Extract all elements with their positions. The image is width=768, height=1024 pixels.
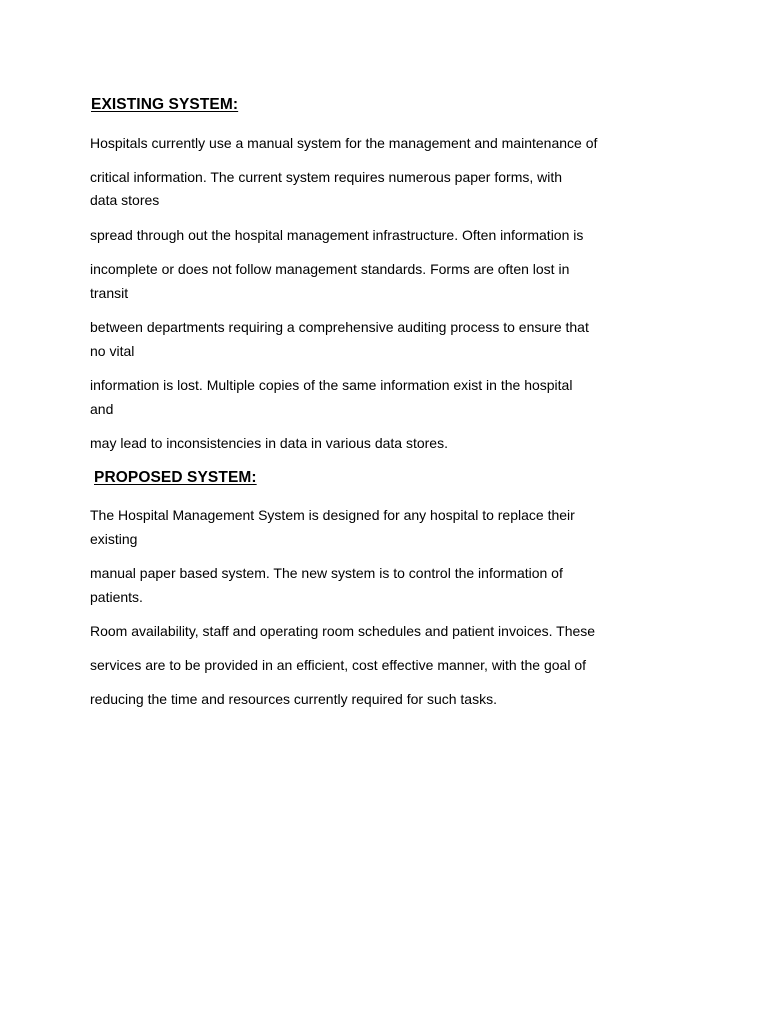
- existing-line-3: data stores: [90, 192, 160, 208]
- proposed-line-2: existing: [90, 531, 138, 547]
- proposed-line-7: reducing the time and resources currently required for such tasks.: [90, 691, 497, 707]
- proposed-line-6: services are to be provided in an efficient, cost effective manner, with the goal of: [90, 657, 586, 673]
- proposed-line-1: The Hospital Management System is designed for any hospital to replace their: [90, 507, 575, 523]
- existing-line-7: between departments requiring a comprehensive auditing process to ensure that: [90, 319, 589, 335]
- proposed-line-3: manual paper based system. The new system is to control the information of: [90, 565, 563, 581]
- existing-line-2: critical information. The current system requires numerous paper forms, with: [90, 169, 563, 185]
- existing-line-6: transit: [90, 285, 129, 301]
- existing-line-1: Hospitals currently use a manual system for the management and maintenance of: [90, 135, 598, 151]
- existing-system-heading: EXISTING SYSTEM:: [91, 96, 239, 113]
- existing-line-9: information is lost. Multiple copies of the same information exist in the hospital: [90, 377, 573, 393]
- proposed-system-heading: PROPOSED SYSTEM:: [94, 469, 257, 486]
- existing-line-4: spread through out the hospital management infrastructure. Often information is: [90, 227, 584, 243]
- existing-line-5: incomplete or does not follow management standards. Forms are often lost in: [90, 261, 570, 277]
- proposed-line-4: patients.: [90, 589, 143, 605]
- proposed-line-5: Room availability, staff and operating room schedules and patient invoices. These: [90, 623, 596, 639]
- existing-line-11: may lead to inconsistencies in data in various data stores.: [90, 435, 448, 451]
- existing-line-10: and: [90, 401, 114, 417]
- existing-line-8: no vital: [90, 343, 135, 359]
